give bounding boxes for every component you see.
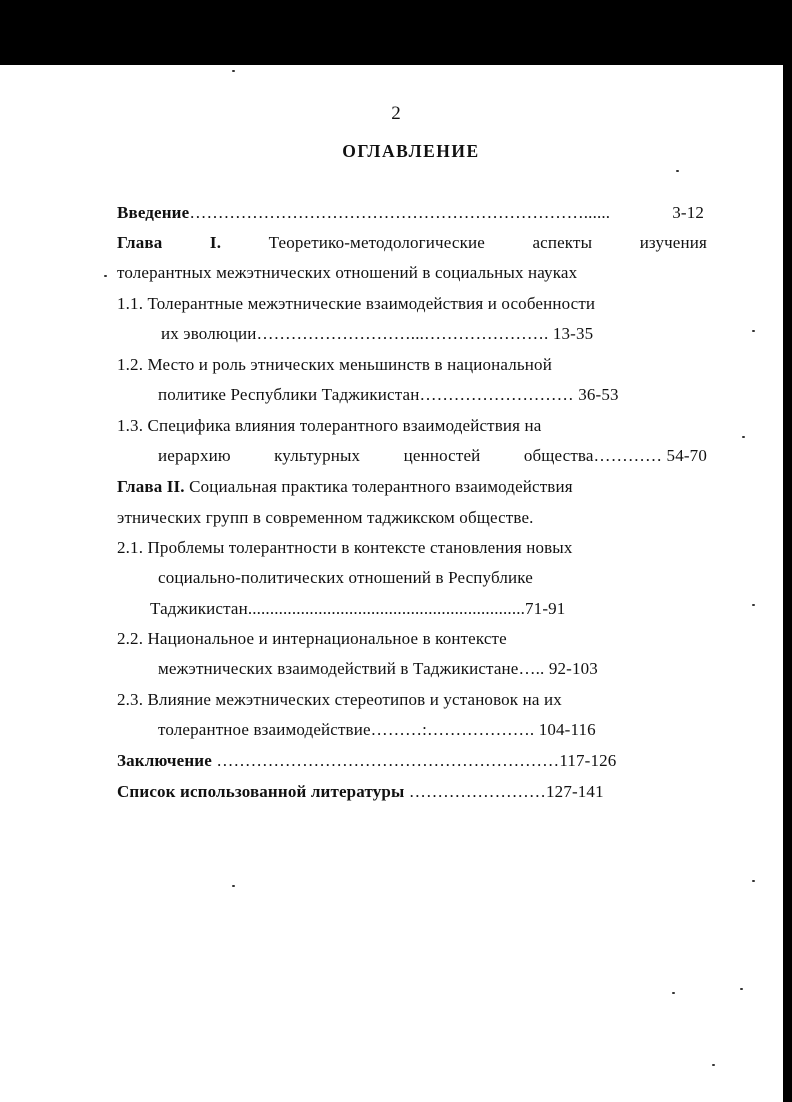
- toc-line: их эволюции………………………...…………………. 13-35: [161, 324, 594, 343]
- toc-word: иерархию: [158, 446, 231, 465]
- scan-speck: [752, 330, 755, 332]
- page-number: 2: [391, 103, 401, 124]
- scan-speck: [672, 992, 675, 994]
- toc-word: общества………… 54-70: [523, 446, 707, 465]
- chapter-label: Глава: [117, 233, 163, 252]
- chapter-number: I.: [209, 233, 222, 252]
- toc-entry-chapter-2[interactable]: [117, 476, 573, 498]
- scan-speck: [742, 436, 745, 438]
- toc-word: культурных: [274, 446, 361, 465]
- toc-line: этнических групп в современном таджикском обществе.: [117, 508, 534, 527]
- scan-speck: [752, 604, 755, 606]
- scan-right-border: [783, 0, 792, 1102]
- toc-line: толерантное взаимодействие………:………………. 104-116: [158, 720, 596, 739]
- toc-leader-dots: ……………………………………………………………......: [189, 203, 611, 222]
- toc-leader-dots: ……………………………………………………117-126: [211, 751, 617, 770]
- scan-speck: [740, 988, 743, 990]
- toc-line: толерантных межэтнических отношений в социальных науках: [117, 263, 578, 282]
- toc-line: Таджикистан...............................................................71-91: [150, 599, 566, 618]
- toc-entry-chapter-1[interactable]: [117, 232, 707, 254]
- toc-page-range: 3-12: [672, 203, 704, 222]
- toc-leader-dots: ……………………127-141: [404, 782, 604, 801]
- toc-entry-2-1[interactable]: 2.1. Проблемы толерантности в контексте становления новых: [117, 538, 573, 557]
- toc-entry-1-2[interactable]: 1.2. Место и роль этнических меньшинств в национальной: [117, 355, 552, 374]
- toc-line: социально-политических отношений в Республике: [158, 568, 533, 587]
- toc-line: политике Республики Таджикистан……………………… 36-53: [158, 385, 619, 404]
- toc-word: ценностей: [403, 446, 481, 465]
- scan-top-border: [0, 0, 792, 65]
- chapter-title-word: изучения: [639, 233, 707, 252]
- chapter-title-word: Теоретико-методологические: [268, 233, 485, 252]
- toc-entry-introduction[interactable]: [117, 202, 704, 224]
- toc-entry-2-3[interactable]: 2.3. Влияние межэтнических стереотипов и установок на их: [117, 690, 562, 709]
- scan-speck: [104, 275, 107, 277]
- scan-speck: [232, 885, 235, 887]
- toc-entry-label: Введение: [117, 203, 190, 222]
- page-title: ОГЛАВЛЕНИЕ: [342, 141, 480, 161]
- scan-speck: [676, 170, 679, 172]
- chapter-title-word: аспекты: [532, 233, 593, 252]
- chapter-label: Глава II.: [117, 477, 185, 496]
- toc-entry-2-2[interactable]: 2.2. Национальное и интернациональное в контексте: [117, 629, 507, 648]
- toc-entry-references[interactable]: [117, 781, 604, 803]
- scan-speck: [232, 70, 235, 72]
- toc-entry-label: Заключение: [117, 751, 212, 770]
- toc-entry-1-1[interactable]: 1.1. Толерантные межэтнические взаимодействия и особенности: [117, 294, 596, 313]
- scan-speck: [712, 1064, 715, 1066]
- toc-entry-label: Список использованной литературы: [117, 782, 405, 801]
- chapter-title: Социальная практика толерантного взаимодействия: [184, 477, 573, 496]
- toc-entry-1-3[interactable]: 1.3. Специфика влияния толерантного взаимодействия на: [117, 416, 542, 435]
- toc-entry-conclusion[interactable]: [117, 750, 616, 772]
- toc-line: межэтнических взаимодействий в Таджикистане….. 92-103: [158, 659, 598, 678]
- scan-speck: [752, 880, 755, 882]
- toc-line: [158, 445, 707, 467]
